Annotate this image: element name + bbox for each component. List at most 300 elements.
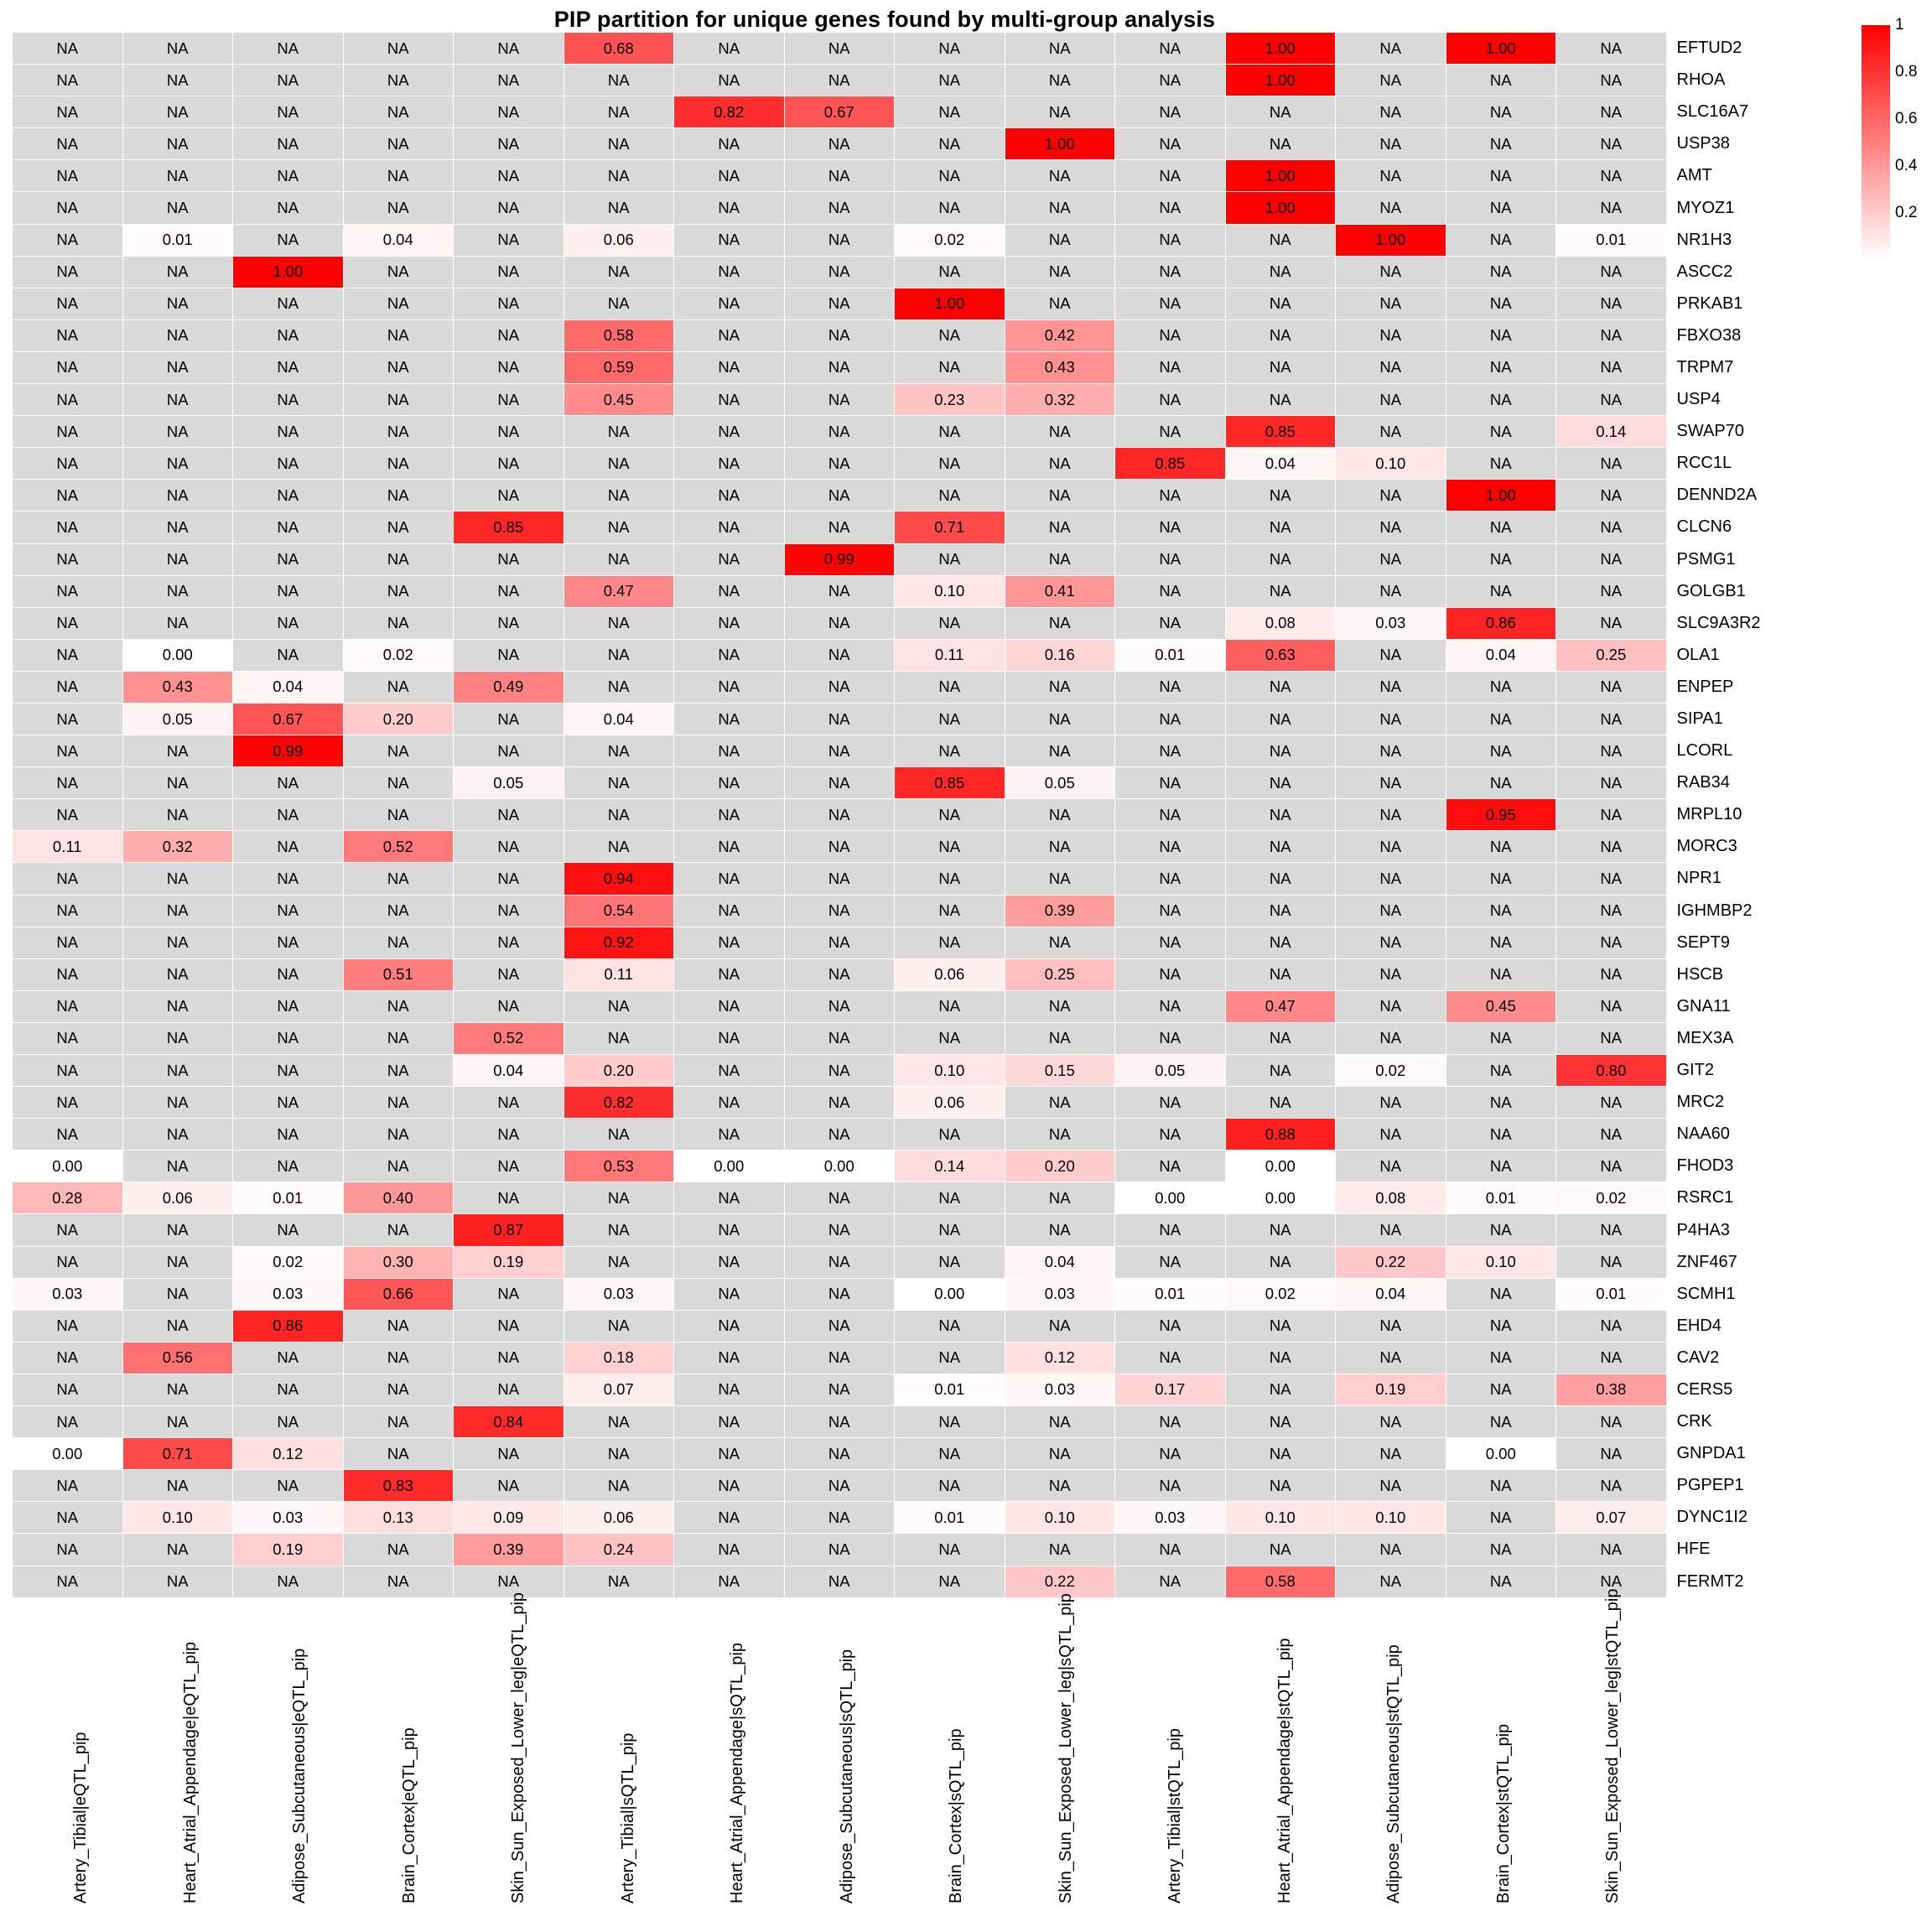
heatmap-cell: NA xyxy=(233,1470,344,1502)
heatmap-cell: NA xyxy=(1225,480,1336,512)
row-label: NR1H3 xyxy=(1676,230,1732,249)
heatmap-cell: NA xyxy=(1556,1087,1667,1119)
heatmap-cell: NA xyxy=(1556,256,1667,288)
heatmap-cell: 0.18 xyxy=(564,1342,674,1374)
heatmap-cell: NA xyxy=(454,958,564,990)
heatmap-cell: NA xyxy=(1225,1246,1336,1278)
heatmap-cell: NA xyxy=(1336,128,1446,160)
heatmap-cell: 0.02 xyxy=(233,1246,344,1278)
heatmap-cell: NA xyxy=(1336,384,1446,416)
heatmap-cell: 0.00 xyxy=(13,1150,123,1182)
heatmap-cell: NA xyxy=(13,96,123,128)
heatmap-cell: NA xyxy=(343,160,454,192)
heatmap-row xyxy=(13,96,1763,128)
heatmap-cell: 1.00 xyxy=(1225,65,1336,96)
heatmap-cell: NA xyxy=(1446,927,1556,958)
heatmap-cell: NA xyxy=(13,1246,123,1278)
heatmap-row xyxy=(13,799,1763,831)
heatmap-cell: NA xyxy=(343,288,454,319)
heatmap-cell: NA xyxy=(1336,799,1446,831)
heatmap-cell: NA xyxy=(13,448,123,480)
heatmap-row xyxy=(13,128,1763,160)
heatmap-cell: NA xyxy=(1225,543,1336,575)
heatmap-cell: NA xyxy=(564,1438,674,1470)
heatmap-cell: NA xyxy=(895,831,1005,863)
heatmap-cell: 0.94 xyxy=(564,863,674,895)
heatmap-cell: 0.67 xyxy=(233,703,344,735)
heatmap-cell: NA xyxy=(1336,319,1446,351)
row-label: SIPA1 xyxy=(1676,709,1723,729)
heatmap-cell: 0.11 xyxy=(13,831,123,863)
heatmap-cell: NA xyxy=(454,863,564,895)
heatmap-cell: NA xyxy=(1446,448,1556,480)
colorbar-tick-label: 0.2 xyxy=(1895,204,1918,221)
heatmap-cell: 0.03 xyxy=(13,1278,123,1310)
heatmap-cell: 0.17 xyxy=(1115,1374,1226,1405)
heatmap-row xyxy=(13,543,1763,575)
heatmap-cell: NA xyxy=(233,416,344,448)
heatmap-cell: NA xyxy=(1556,1310,1667,1342)
heatmap-cell: 0.12 xyxy=(233,1438,344,1470)
heatmap-cell: NA xyxy=(674,927,785,958)
heatmap-cell: NA xyxy=(1336,990,1446,1022)
row-label: MYOZ1 xyxy=(1676,198,1735,217)
heatmap-cell: 0.11 xyxy=(564,958,674,990)
heatmap-cell: NA xyxy=(343,990,454,1022)
heatmap-cell: NA xyxy=(784,1374,895,1405)
heatmap-cell: NA xyxy=(895,1119,1005,1150)
heatmap-cell: 0.38 xyxy=(1556,1374,1667,1405)
heatmap-cell: 0.47 xyxy=(1225,990,1336,1022)
heatmap-cell: NA xyxy=(895,990,1005,1022)
heatmap-cell: NA xyxy=(1446,128,1556,160)
heatmap-cell: NA xyxy=(13,607,123,639)
row-label: DYNC1I2 xyxy=(1676,1508,1748,1527)
heatmap-cell: NA xyxy=(1336,575,1446,607)
heatmap-cell: NA xyxy=(1336,927,1446,958)
heatmap-cell: NA xyxy=(454,990,564,1022)
heatmap-cell: NA xyxy=(1115,1438,1226,1470)
heatmap-cell: NA xyxy=(784,1438,895,1470)
heatmap-cell: NA xyxy=(1336,1534,1446,1566)
heatmap-cell: NA xyxy=(1005,416,1115,448)
row-label: AMT xyxy=(1676,166,1712,185)
heatmap-cell: 0.06 xyxy=(122,1182,233,1214)
heatmap-cell: NA xyxy=(454,543,564,575)
heatmap-row xyxy=(13,319,1763,351)
heatmap-cell: NA xyxy=(454,1310,564,1342)
heatmap-cell: 0.43 xyxy=(122,671,233,703)
heatmap-cell: NA xyxy=(454,33,564,65)
heatmap-cell: NA xyxy=(1336,1438,1446,1470)
heatmap-cell: 0.88 xyxy=(1225,1119,1336,1150)
heatmap-cell: NA xyxy=(674,1374,785,1405)
heatmap-cell: NA xyxy=(1005,512,1115,543)
heatmap-cell: 0.10 xyxy=(1005,1502,1115,1534)
heatmap-cell: 0.39 xyxy=(454,1534,564,1566)
heatmap-cell: NA xyxy=(233,1566,344,1597)
colorbar-tick-label: 0.6 xyxy=(1895,110,1918,127)
heatmap-cell: NA xyxy=(1115,160,1226,192)
heatmap-cell: NA xyxy=(343,735,454,767)
heatmap-cell: 0.10 xyxy=(1336,1502,1446,1534)
heatmap-cell: NA xyxy=(122,416,233,448)
heatmap-row xyxy=(13,639,1763,671)
heatmap-cell: NA xyxy=(1115,256,1226,288)
heatmap-cell: NA xyxy=(1446,1566,1556,1597)
heatmap-cell: NA xyxy=(1556,1214,1667,1246)
colorbar-tick-label: 1 xyxy=(1895,16,1904,34)
row-label: SLC16A7 xyxy=(1676,102,1749,122)
heatmap-cell: 0.00 xyxy=(1225,1150,1336,1182)
heatmap-cell: NA xyxy=(674,607,785,639)
heatmap-cell: NA xyxy=(1225,224,1336,256)
heatmap-cell: NA xyxy=(1005,1182,1115,1214)
heatmap-cell: NA xyxy=(1556,895,1667,927)
heatmap-cell: NA xyxy=(1446,1214,1556,1246)
heatmap-cell: NA xyxy=(1005,990,1115,1022)
heatmap-cell: NA xyxy=(784,65,895,96)
heatmap-cell: NA xyxy=(1225,863,1336,895)
heatmap-cell: NA xyxy=(674,128,785,160)
heatmap-cell: NA xyxy=(674,735,785,767)
heatmap-cell: NA xyxy=(1115,895,1226,927)
heatmap-cell: 0.82 xyxy=(674,96,785,128)
heatmap-cell: NA xyxy=(233,767,344,799)
heatmap-cell: NA xyxy=(1005,1406,1115,1438)
heatmap-cell: NA xyxy=(233,543,344,575)
colorbar-legend xyxy=(1862,16,1918,260)
heatmap-cell: NA xyxy=(1115,384,1226,416)
heatmap-cell: NA xyxy=(674,1406,785,1438)
heatmap-cell: NA xyxy=(233,1374,344,1405)
heatmap-cell: NA xyxy=(122,319,233,351)
heatmap-cell: 1.00 xyxy=(1005,128,1115,160)
heatmap-cell: NA xyxy=(1005,1470,1115,1502)
heatmap-cell: NA xyxy=(1225,895,1336,927)
heatmap-cell: NA xyxy=(1446,351,1556,383)
heatmap-cell: NA xyxy=(233,319,344,351)
heatmap-cell: NA xyxy=(564,65,674,96)
heatmap-cell: NA xyxy=(122,512,233,543)
heatmap-cell: NA xyxy=(1446,543,1556,575)
heatmap-cell: NA xyxy=(1005,1438,1115,1470)
heatmap-cell: 0.04 xyxy=(1005,1246,1115,1278)
heatmap-cell: NA xyxy=(674,671,785,703)
heatmap-cell: NA xyxy=(1225,288,1336,319)
heatmap-cell: NA xyxy=(454,288,564,319)
heatmap-cell: NA xyxy=(1115,224,1226,256)
row-label: NPR1 xyxy=(1676,869,1722,888)
heatmap-cell: NA xyxy=(13,1214,123,1246)
heatmap-cell: NA xyxy=(122,990,233,1022)
heatmap-cell: NA xyxy=(564,990,674,1022)
heatmap-cell: NA xyxy=(233,480,344,512)
heatmap-cell: NA xyxy=(674,480,785,512)
heatmap-cell: 0.00 xyxy=(1115,1182,1226,1214)
heatmap-cell: 0.03 xyxy=(564,1278,674,1310)
heatmap-cell: NA xyxy=(454,735,564,767)
heatmap-cell: 0.10 xyxy=(1446,1246,1556,1278)
heatmap-cell: NA xyxy=(1336,96,1446,128)
heatmap-cell: NA xyxy=(784,735,895,767)
heatmap-cell: NA xyxy=(1556,767,1667,799)
heatmap-cell: NA xyxy=(674,192,785,224)
heatmap-cell: NA xyxy=(1446,671,1556,703)
heatmap-cell: 0.22 xyxy=(1005,1566,1115,1597)
row-label: PGPEP1 xyxy=(1676,1476,1744,1495)
heatmap-cell: NA xyxy=(895,480,1005,512)
colorbar-gradient xyxy=(1862,25,1890,260)
heatmap-cell: NA xyxy=(1336,480,1446,512)
heatmap-cell: NA xyxy=(1225,319,1336,351)
heatmap-cell: NA xyxy=(1005,735,1115,767)
heatmap-cell: NA xyxy=(454,256,564,288)
heatmap-cell: NA xyxy=(1446,192,1556,224)
heatmap-cell: 0.02 xyxy=(343,639,454,671)
heatmap-cell: NA xyxy=(13,895,123,927)
heatmap-cell: NA xyxy=(1005,1087,1115,1119)
heatmap-cell: NA xyxy=(454,1566,564,1597)
heatmap-cell: NA xyxy=(895,96,1005,128)
heatmap-cell: NA xyxy=(233,1150,344,1182)
heatmap-cell: NA xyxy=(895,160,1005,192)
heatmap-cell: NA xyxy=(674,384,785,416)
heatmap-cell: 0.19 xyxy=(1336,1374,1446,1405)
heatmap-cell: 0.45 xyxy=(564,384,674,416)
heatmap-cell: NA xyxy=(454,1087,564,1119)
heatmap-cell: NA xyxy=(1556,319,1667,351)
heatmap-cell: NA xyxy=(13,1502,123,1534)
heatmap-cell: NA xyxy=(1005,671,1115,703)
heatmap-cell: NA xyxy=(895,1534,1005,1566)
heatmap-cell: NA xyxy=(13,703,123,735)
heatmap-cell: 0.11 xyxy=(895,639,1005,671)
row-label: GNA11 xyxy=(1676,996,1731,1015)
heatmap-cell: NA xyxy=(895,927,1005,958)
heatmap-cell: NA xyxy=(564,1406,674,1438)
heatmap-cell: NA xyxy=(233,512,344,543)
heatmap-cell: 0.01 xyxy=(122,224,233,256)
row-label: IGHMBP2 xyxy=(1676,901,1753,920)
heatmap-cell: NA xyxy=(122,767,233,799)
heatmap-cell: 0.01 xyxy=(1556,224,1667,256)
heatmap-cell: 0.03 xyxy=(1005,1278,1115,1310)
column-label: Adipose_Subcutaneous|eQTL_pip xyxy=(290,1648,309,1903)
heatmap-cell: NA xyxy=(674,1438,785,1470)
heatmap-cell: NA xyxy=(1556,1150,1667,1182)
heatmap-cell: NA xyxy=(1225,799,1336,831)
heatmap-cell: NA xyxy=(1005,831,1115,863)
heatmap-cell: NA xyxy=(1556,96,1667,128)
heatmap-cell: NA xyxy=(674,1502,785,1534)
row-label: SWAP70 xyxy=(1676,422,1744,441)
heatmap-cell: 0.24 xyxy=(564,1534,674,1566)
heatmap-cell: NA xyxy=(1446,831,1556,863)
heatmap-cell: NA xyxy=(1005,1119,1115,1150)
heatmap-cell: NA xyxy=(1115,192,1226,224)
heatmap-cell: NA xyxy=(122,1246,233,1278)
heatmap-cell: NA xyxy=(1115,799,1226,831)
heatmap-cell: NA xyxy=(1115,863,1226,895)
column-label: Artery_Tibial|eQTL_pip xyxy=(71,1732,91,1903)
heatmap-cell: 0.85 xyxy=(1225,416,1336,448)
heatmap-cell: NA xyxy=(1556,160,1667,192)
heatmap-cell: NA xyxy=(343,192,454,224)
column-label: Brain_Cortex|sQTL_pip xyxy=(947,1728,966,1903)
heatmap-cell: NA xyxy=(1446,384,1556,416)
heatmap-cell: NA xyxy=(1556,1342,1667,1374)
heatmap-cell: 0.32 xyxy=(122,831,233,863)
heatmap-cell: NA xyxy=(1005,607,1115,639)
heatmap-cell: NA xyxy=(122,1310,233,1342)
heatmap-cell: NA xyxy=(784,863,895,895)
heatmap-cell: NA xyxy=(122,1374,233,1405)
heatmap-cell: NA xyxy=(895,351,1005,383)
heatmap-cell: NA xyxy=(454,1182,564,1214)
row-label: GIT2 xyxy=(1676,1061,1714,1080)
heatmap-cell: NA xyxy=(674,703,785,735)
heatmap-cell: NA xyxy=(343,65,454,96)
heatmap-cell: NA xyxy=(1336,1087,1446,1119)
heatmap-cell: NA xyxy=(1005,1022,1115,1054)
heatmap-cell: NA xyxy=(1336,767,1446,799)
heatmap-row xyxy=(13,1310,1763,1342)
row-label: OLA1 xyxy=(1676,645,1720,664)
heatmap-cell: NA xyxy=(1115,1022,1226,1054)
heatmap-cell: NA xyxy=(1115,607,1226,639)
heatmap-cell: NA xyxy=(895,33,1005,65)
heatmap-cell: NA xyxy=(1115,33,1226,65)
heatmap-cell: NA xyxy=(1556,927,1667,958)
heatmap-cell: NA xyxy=(1005,703,1115,735)
heatmap-cell: NA xyxy=(1336,192,1446,224)
heatmap-cell: NA xyxy=(343,607,454,639)
heatmap-cell: NA xyxy=(454,384,564,416)
heatmap-cell: NA xyxy=(564,1470,674,1502)
heatmap-cell: NA xyxy=(1225,958,1336,990)
heatmap-row xyxy=(13,1150,1763,1182)
heatmap-cell: NA xyxy=(13,480,123,512)
heatmap-cell: 0.08 xyxy=(1336,1182,1446,1214)
heatmap-cell: NA xyxy=(1115,1246,1226,1278)
heatmap-cell: 0.00 xyxy=(1446,1438,1556,1470)
heatmap-cell: NA xyxy=(13,288,123,319)
heatmap-cell: NA xyxy=(122,1055,233,1087)
heatmap-cell: NA xyxy=(122,927,233,958)
heatmap-cell: NA xyxy=(343,351,454,383)
row-label: FERMT2 xyxy=(1676,1571,1744,1591)
column-labels xyxy=(12,1509,1654,1903)
heatmap-cell: NA xyxy=(13,319,123,351)
heatmap-cell: NA xyxy=(13,671,123,703)
heatmap-row xyxy=(13,160,1763,192)
heatmap-cell: NA xyxy=(1446,958,1556,990)
heatmap-cell: 0.01 xyxy=(1115,1278,1226,1310)
heatmap-cell: NA xyxy=(674,1470,785,1502)
heatmap-cell: NA xyxy=(1225,384,1336,416)
heatmap-cell: NA xyxy=(454,160,564,192)
heatmap-cell: NA xyxy=(1115,319,1226,351)
heatmap-cell: NA xyxy=(1556,1022,1667,1054)
heatmap-row xyxy=(13,192,1763,224)
heatmap-cell: NA xyxy=(1446,575,1556,607)
row-label: USP4 xyxy=(1676,390,1721,409)
row-label: ZNF467 xyxy=(1676,1252,1737,1271)
heatmap-cell: NA xyxy=(454,1470,564,1502)
row-label: CRK xyxy=(1676,1412,1712,1431)
heatmap-cell: 0.80 xyxy=(1556,1055,1667,1087)
heatmap-cell: NA xyxy=(1005,1310,1115,1342)
heatmap-cell: NA xyxy=(895,1022,1005,1054)
heatmap-row xyxy=(13,256,1763,288)
heatmap-cell: NA xyxy=(1005,288,1115,319)
heatmap-cell: NA xyxy=(784,1310,895,1342)
heatmap-cell: NA xyxy=(1115,767,1226,799)
heatmap-cell: NA xyxy=(122,480,233,512)
heatmap-cell: NA xyxy=(564,192,674,224)
heatmap-cell: NA xyxy=(895,607,1005,639)
heatmap-cell: 0.00 xyxy=(13,1438,123,1470)
heatmap-cell: 0.07 xyxy=(1556,1502,1667,1534)
heatmap-cell: NA xyxy=(454,927,564,958)
heatmap-cell: 0.01 xyxy=(1446,1182,1556,1214)
heatmap-cell: NA xyxy=(343,1214,454,1246)
heatmap-cell: NA xyxy=(122,256,233,288)
heatmap-cell: NA xyxy=(1115,831,1226,863)
heatmap-cell: NA xyxy=(13,799,123,831)
row-label: FHOD3 xyxy=(1676,1156,1734,1176)
heatmap-cell: NA xyxy=(564,1182,674,1214)
heatmap-cell: NA xyxy=(1446,512,1556,543)
heatmap-cell: NA xyxy=(13,351,123,383)
heatmap-cell: NA xyxy=(122,384,233,416)
heatmap-row xyxy=(13,33,1763,65)
heatmap-cell: NA xyxy=(13,33,123,65)
heatmap-cell: NA xyxy=(1336,1470,1446,1502)
heatmap-cell: NA xyxy=(784,1502,895,1534)
heatmap-cell: NA xyxy=(564,1022,674,1054)
heatmap-cell: NA xyxy=(343,1055,454,1087)
heatmap-cell: 0.28 xyxy=(13,1182,123,1214)
heatmap-cell: NA xyxy=(1115,543,1226,575)
heatmap-cell: NA xyxy=(564,448,674,480)
heatmap-cell: NA xyxy=(1225,96,1336,128)
heatmap-cell: NA xyxy=(1336,416,1446,448)
heatmap-cell: 0.41 xyxy=(1005,575,1115,607)
heatmap-cell: 0.06 xyxy=(564,224,674,256)
heatmap-cell: NA xyxy=(895,543,1005,575)
heatmap-cell: NA xyxy=(1556,512,1667,543)
heatmap-cell: 0.51 xyxy=(343,958,454,990)
heatmap-cell: NA xyxy=(122,96,233,128)
heatmap-row xyxy=(13,863,1763,895)
heatmap-cell: NA xyxy=(122,1087,233,1119)
heatmap-cell: NA xyxy=(1446,863,1556,895)
heatmap-cell: NA xyxy=(784,1055,895,1087)
heatmap-cell: NA xyxy=(1556,1566,1667,1597)
heatmap-cell: NA xyxy=(784,512,895,543)
heatmap-cell: NA xyxy=(1446,1502,1556,1534)
heatmap-cell: 0.05 xyxy=(454,767,564,799)
heatmap-cell: NA xyxy=(343,256,454,288)
heatmap-cell: 1.00 xyxy=(1225,33,1336,65)
heatmap-cell: NA xyxy=(1556,448,1667,480)
heatmap-cell: 0.01 xyxy=(233,1182,344,1214)
heatmap-cell: NA xyxy=(784,224,895,256)
heatmap-cell: NA xyxy=(343,1406,454,1438)
row-label: HFE xyxy=(1676,1540,1711,1559)
